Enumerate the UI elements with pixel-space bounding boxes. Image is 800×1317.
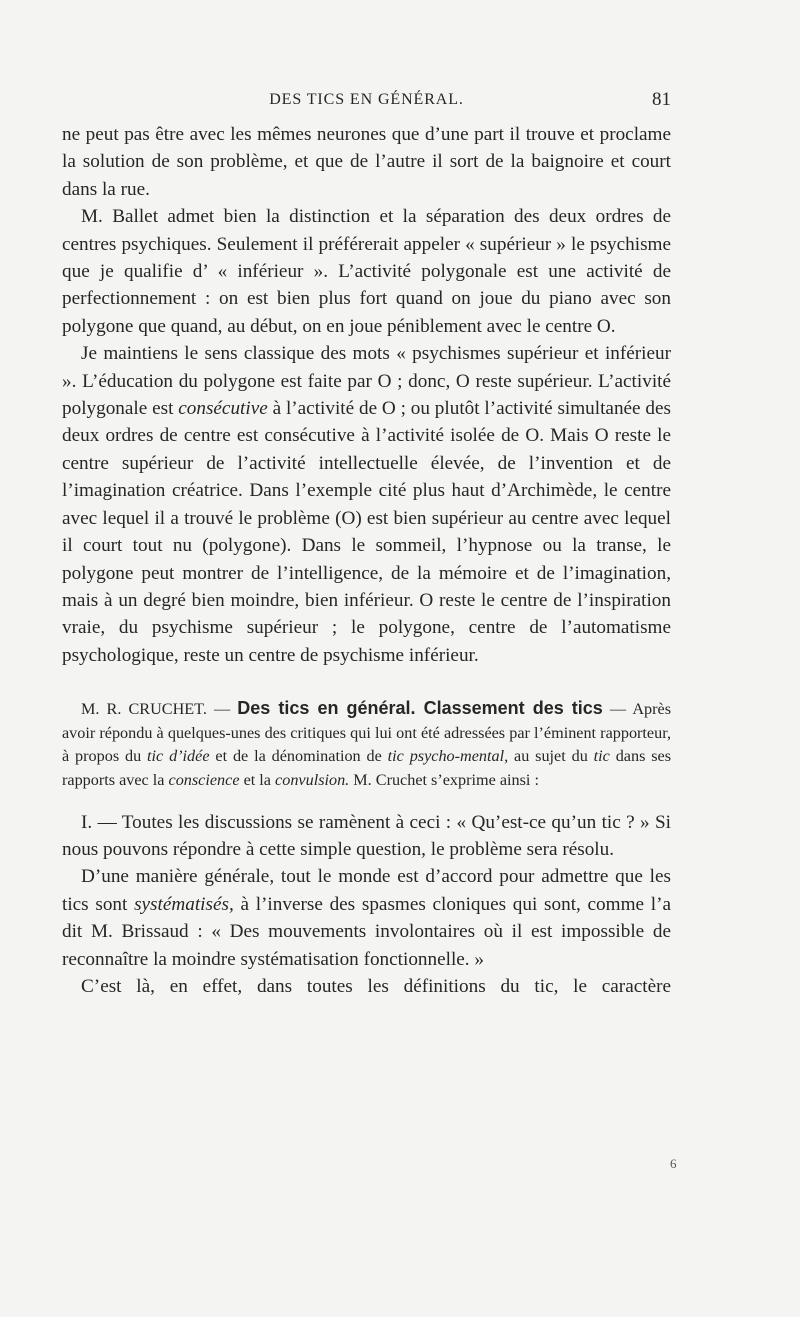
section-p2-part-2: à l’inverse des spasmes cloniques qui sont, comme l’a dit M. Brissaud : « Des mouvements involontaires où il est impossible de reconnaître la moindre systématisation fonctionnelle. »: [62, 893, 671, 970]
section-paragraph-2: [62, 863, 671, 973]
page-number: 81: [652, 89, 671, 110]
intro-text-c: et de la dénomination de: [209, 747, 388, 766]
intro-text-i: et la: [239, 770, 276, 789]
section-paragraph-3: C’est là, en effet, dans toutes les définitions du tic, le caractère: [81, 975, 671, 997]
intro-text-e: au sujet du: [508, 747, 594, 766]
intro-text-g: dans ses rapports avec la: [62, 747, 672, 789]
section-p2-emphasis: systématisés,: [134, 893, 234, 915]
intro-em-f: tic: [593, 747, 610, 766]
cruchet-paragraph: [62, 697, 671, 792]
paragraph-1: ne peut pas être avec les mêmes neurones que d’une part il trouve et proclame la solution de son problème, et que de l’autre il sort de la baignoire et court dans la rue.: [62, 124, 671, 200]
paragraph-2: M. Ballet admet bien la distinction et la séparation des deux ordres de centres psychiques. Seulement il préférerait appeler « supérieur » le psychisme que je qualifie d’ « inférieur ». L’activité polygonale est une activité de perfectionnement : on est bien plus fort quand on joue du piano avec son polygone que quand, au début, on en joue péniblement avec le centre O.: [62, 206, 671, 337]
intro-em-j: convulsion.: [275, 770, 350, 789]
section-paragraph-1: I. — Toutes les discussions se ramènent à ceci : « Qu’est-ce qu’un tic ? » Si nous pouvons répondre à cette simple question, le problème sera résolu.: [62, 811, 671, 860]
intro-text-a: — Après avoir répondu à quelques-unes des critiques qui lui ont été adressées par l’éminent rapporteur, à propos du: [62, 700, 671, 766]
section-p2-part-1: D’une manière générale, tout le monde est d’accord pour admettre que les tics sont: [62, 866, 671, 915]
cruchet-intro: [62, 697, 671, 792]
paragraph-3: [62, 340, 671, 669]
section-spacer: [62, 669, 671, 697]
intro-em-b: tic d’idée: [147, 747, 210, 766]
speaker: M. R. CRUCHET. —: [81, 700, 238, 719]
paragraph-3-part-1: Je maintiens le sens classique des mots « psychismes supérieur et inférieur ». L’éducation du polygone est faite par O ; donc, O reste supérieur. L’activité polygonale est: [62, 343, 671, 420]
page-header: [62, 89, 671, 113]
paragraph-3-part-2: à l’activité de O ; ou plutôt l’activité simultanée des deux ordres de centre est consécutive à l’activité isolée de O. Mais O reste le centre supérieur de l’activité intellectuelle élevée, de l’invention et de l’imagination créatrice. Dans l’exemple cité plus haut d’Archimède, le centre avec lequel il a trouvé le problème (O) est bien supérieur au centre avec lequel il court tout nu (polygone). Dans le sommeil, l’hypnose ou la transe, le polygone peut montrer de l’intelligence, de la mémoire et de l’imagination, mais à un degré bien moindre, bien inférieur. O reste le centre de l’inspiration vraie, du psychisme supérieur ; le polygone, centre de l’automatisme psychologique, reste un centre de psychisme inférieur.: [62, 398, 671, 666]
intro-em-d: tic psycho-mental,: [387, 747, 509, 766]
signature-mark: 6: [670, 1156, 677, 1171]
page-body: [62, 121, 671, 1000]
running-head: DES TICS EN GÉNÉRAL.: [269, 91, 464, 108]
intro-em-h: conscience: [168, 770, 240, 789]
intro-text-k: M. Cruchet s’exprime ainsi :: [349, 770, 539, 789]
section-title: Des tics en général. Classement des tics: [237, 698, 603, 719]
paragraph-3-emphasis: consécutive: [178, 398, 268, 420]
